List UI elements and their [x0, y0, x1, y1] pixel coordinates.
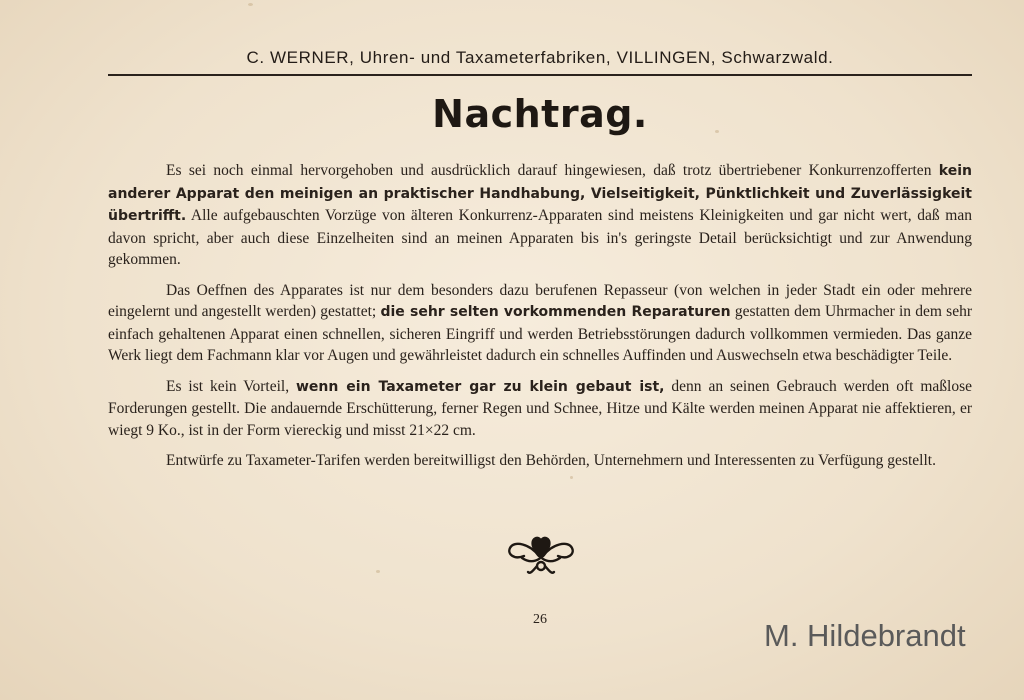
paragraph-3 — [108, 376, 972, 442]
paragraph-text: Das Oeffnen des Apparates ist nur dem besonders dazu berufenen Repasseur (von welchen in jeder Stadt ein oder mehrere eingelernt und angestellt werden) gestattet; — [108, 281, 972, 320]
paragraph-emphasis: wenn ein Taxameter gar zu klein gebaut ist, — [296, 378, 665, 395]
floral-ornament-icon — [506, 528, 576, 578]
watermark: M. Hildebrandt — [764, 618, 966, 653]
document-body — [108, 160, 972, 482]
page-title: Nachtrag. — [432, 92, 648, 136]
paper-stain — [376, 570, 380, 573]
letterhead: C. WERNER, Uhren- und Taxameterfabriken, VILLINGEN, Schwarzwald. — [246, 48, 834, 67]
paragraph-text: Es sei noch einmal hervorgehoben und ausdrücklich darauf hingewiesen, daß trotz übertriebener Konkurrenzofferten — [166, 162, 939, 179]
paragraph-1 — [108, 160, 972, 271]
paragraph-text: gestatten dem Uhrmacher in dem sehr einfach gehaltenen Apparat einen schnellen, sicheren Eingriff und werden Betriebsstörungen dadurch vollkommen vermieden. Das ganze Werk liegt dem Fachmann klar vor Augen und gewährleistet dadurch ein schnelles Auffinden und Auswechseln etwa beschädigter Teile. — [108, 303, 972, 364]
paragraph-text: denn an seinen Gebrauch werden oft maßlose Forderungen gestellt. Die andauernde Erschütterung, ferner Regen und Schnee, Hitze und Kälte werden meinen Apparat nie affektieren, er wiegt 9 Ko., ist in der Form viereckig und misst 21×22 cm. — [108, 377, 973, 439]
paragraph-emphasis: kein anderer Apparat den meinigen an praktischer Handhabung, Vielseitigkeit, Pünktlichkeit und Zuverlässigkeit übertrifft. — [108, 163, 972, 224]
header-rule — [108, 74, 972, 76]
paper-stain — [248, 3, 253, 6]
paragraph-2 — [108, 280, 972, 367]
paragraph-text: Alle aufgebauschten Vorzüge von älteren Konkurrenz-Apparaten sind meistens Kleinigkeiten und gar nicht wert, daß man davon spricht, aber auch diese Einzelheiten sind an meinen Apparaten bis in's geringste Detail berücksichtigt und zur Anwendung gekommen. — [108, 207, 972, 268]
page-number: 26 — [533, 612, 547, 627]
paragraph-text: Entwürfe zu Taxameter-Tarifen werden bereitwilligst den Behörden, Unternehmern und Interessenten zu Verfügung gestellt. — [166, 452, 936, 469]
paragraph-text: Es ist kein Vorteil, — [166, 377, 296, 395]
paragraph-4 — [108, 450, 972, 473]
paragraph-emphasis: die sehr selten vorkommenden Reparaturen — [380, 304, 731, 320]
